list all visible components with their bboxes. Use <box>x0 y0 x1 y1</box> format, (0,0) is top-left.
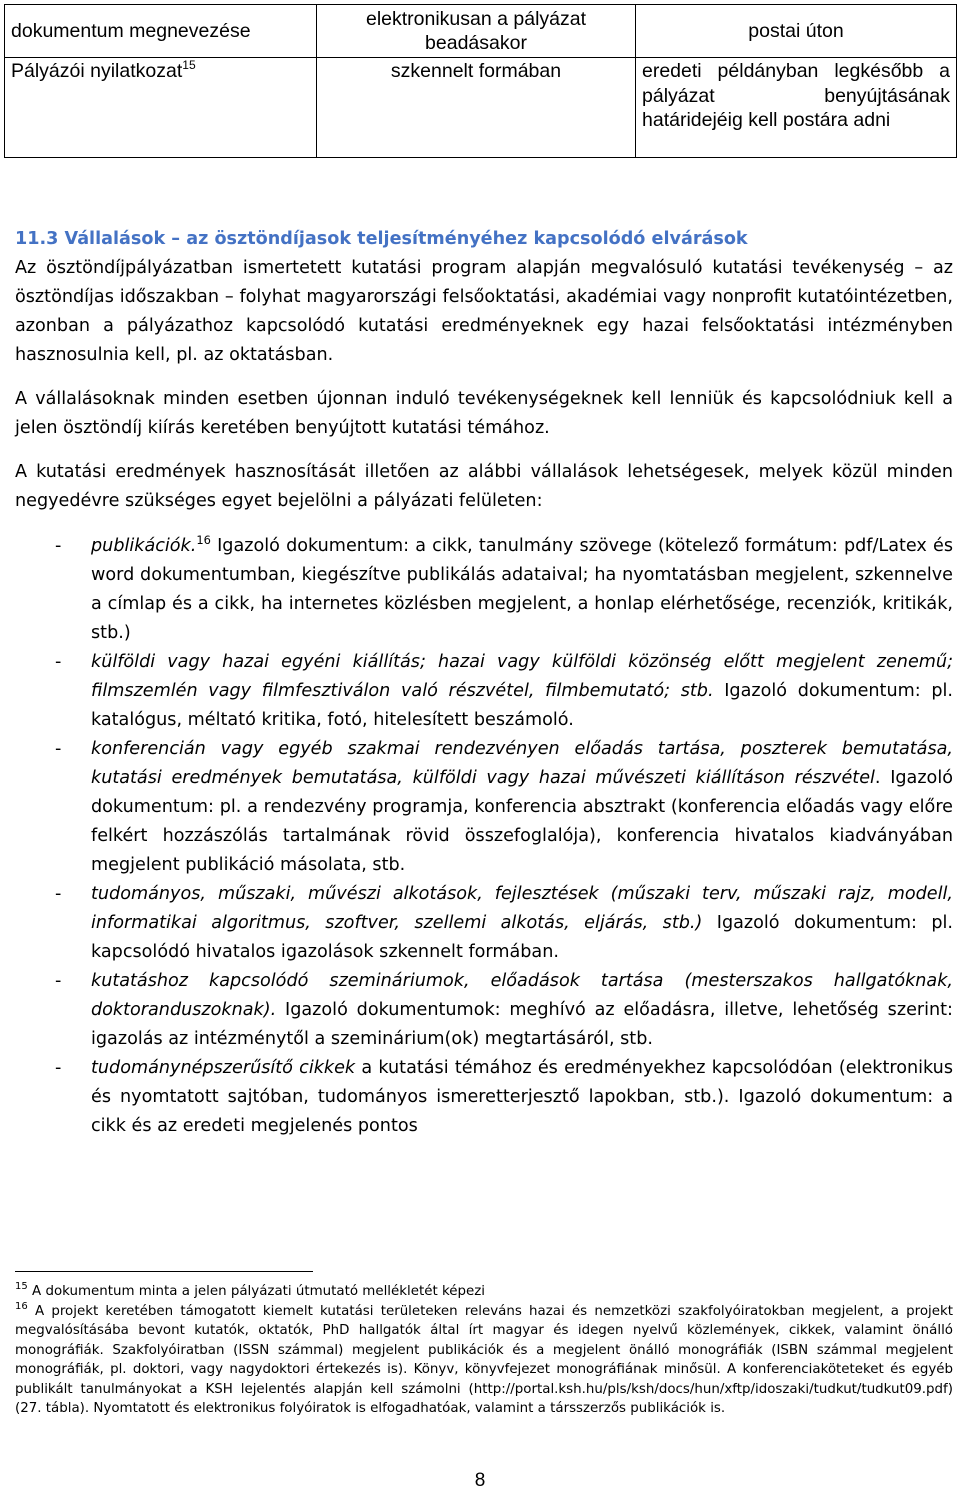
item-lead: tudományos, műszaki, művészi alkotások, fejlesztések (műszaki terv, műszaki rajz, modell, informatikai algoritmus, szoftver, szellemi alkotás, eljárás, stb.) <box>91 884 953 933</box>
cell-postal: eredeti példányban legkésőbb a pályázat benyújtásának határidejéig kell postára adni <box>636 58 957 158</box>
list-item <box>15 880 953 967</box>
footnote-ref: 15 <box>182 57 196 72</box>
footnote-ref: 16 <box>196 532 211 547</box>
item-lead: külföldi vagy hazai egyéni kiállítás; hazai vagy külföldi közönség előtt megjelent zenemű; filmszemlén vagy filmfesztiválon való részvétel, filmbemutató; stb. <box>91 652 953 701</box>
item-rest: Igazoló dokumentum: a cikk, tanulmány szövege (kötelező formátum: pdf/Latex és word dokumentumban, kiegészítve publikálás adataival; ha nyomtatásban megjelent, szkennelve a címlap és a cikk, ha internetes közlésben megjelent, a honlap elérhetősége, recenziók, kritikák, stb.) <box>91 536 953 643</box>
list-dash: - <box>55 971 62 991</box>
footnotes <box>15 1282 953 1419</box>
section-heading: 11.3 Vállalások – az ösztöndíjasok teljesítményéhez kapcsolódó elvárások <box>15 229 748 249</box>
footnote-separator <box>15 1271 313 1272</box>
item-rest: . Igazoló dokumentum: pl. a rendezvény programja, konferencia absztrakt (konferencia előadás vagy előre felkért hozzászólás tartalmának rövid összefoglalója), konferencia hivatalos kiadványában megjelent publikáció másolata, stb. <box>91 768 953 875</box>
item-lead: konferencián vagy egyéb szakmai rendezvényen előadás tartása, poszterek bemutatása, kutatási eredmények bemutatása, külföldi vagy hazai művészeti kiállításon részvétel <box>91 739 953 788</box>
page-number: 8 <box>474 1470 486 1491</box>
table-header-row <box>5 5 957 58</box>
paragraph: A kutatási eredmények hasznosítását illetően az alábbi vállalások lehetségesek, melyek közül minden negyedévre szükséges egyet bejelölni a pályázati felületen: <box>15 462 953 511</box>
list-dash: - <box>55 884 62 904</box>
item-rest: a kutatási témához és eredményekhez kapcsolódóan (elektronikus és nyomtatott sajtóban, tudományos ismeretterjesztő lapokban, stb.). Igazoló dokumentum: a cikk és az eredeti megjelenés pontos <box>91 1058 953 1136</box>
footnote <box>15 1302 953 1419</box>
list-item <box>15 532 953 648</box>
cell-document-name-text: Pályázói nyilatkozat <box>11 60 183 82</box>
item-lead: tudománynépszerűsítő cikkek <box>91 1058 356 1078</box>
list-dash: - <box>55 536 62 556</box>
footnote-text: A projekt keretében támogatott kiemelt kutatási területeken releváns hazai és nemzetközi szakfolyóiratokban megjelent, a projekt megvalósításába bevont kutatók, oktatók, PhD hallgatók által írt magyar és idegen nyelvű közlemények, cikkek, valamint önálló monográfiák. Szakfolyóiratban (ISSN számmal) megjelent publikációk és a megjelent önálló monográfiák (ISBN számmal megjelent monográfiák, pl. doktori, vagy nagydoktori értekezés is). Könyv, könyvfejezet monográfiának minősül. A konferenciaköteteket és egyéb publikált tanulmányokat a KSH lejelentés alapján kell számolni (http://portal.ksh.hu/pls/ksh/docs/hun/xftp/idoszaki/tudkut/tudkut09.pdf) (27. tábla). Nyomtatott és elektronikus folyóiratok is elfogadhatóak, valamint a társszerzős publikációk is. <box>15 1303 953 1416</box>
list-dash: - <box>55 739 62 759</box>
header-cell-postal: postai úton <box>636 5 957 58</box>
footnote <box>15 1282 953 1302</box>
requirements-table <box>4 4 957 158</box>
footnote-number: 15 <box>15 1281 28 1293</box>
footnote-text: A dokumentum minta a jelen pályázati útmutató mellékletét képezi <box>27 1284 485 1299</box>
footnote-number: 16 <box>15 1300 28 1312</box>
paragraph: Az ösztöndíjpályázatban ismertetett kutatási program alapján megvalósuló kutatási tevékenység – az ösztöndíjas időszakban – folyhat magyarországi felsőoktatási, akadémiai vagy nonprofit kutatóintézetben, azonban a pályázathoz kapcsolódó kutatási eredményeknek egy hazai felsőoktatási intézményben hasznosulnia kell, pl. az oktatásban. <box>15 258 953 365</box>
header-cell-electronic: elektronikusan a pályázat beadásakor <box>317 5 636 58</box>
item-rest: Igazoló dokumentum: pl. kapcsolódó hivatalos igazolások szkennelt formában. <box>91 913 953 962</box>
section-body <box>15 225 953 1141</box>
item-lead: publikációk. <box>91 536 197 556</box>
cell-electronic: szkennelt formában <box>317 58 636 158</box>
cell-document-name <box>5 58 317 158</box>
item-rest: Igazoló dokumentumok: meghívó az előadásra, illetve, lehetőség szerint: igazolás az intézménytől a szeminárium(ok) megtartásáról, stb. <box>91 1000 953 1049</box>
commitment-list <box>15 532 953 1141</box>
list-dash: - <box>55 1058 62 1078</box>
item-lead: kutatáshoz kapcsolódó szemináriumok, előadások tartása (mesterszakos hallgatóknak, doktoranduszoknak). <box>91 971 953 1020</box>
item-rest: Igazoló dokumentum: pl. katalógus, méltató kritika, fotó, hitelesített beszámoló. <box>91 681 953 730</box>
list-item <box>15 735 953 880</box>
list-item <box>15 1054 953 1141</box>
list-dash: - <box>55 652 62 672</box>
table-row <box>5 58 957 158</box>
header-cell-document-name: dokumentum megnevezése <box>5 5 317 58</box>
paragraph: A vállalásoknak minden esetben újonnan induló tevékenységeknek kell lenniük és kapcsolódniuk kell a jelen ösztöndíj kiírás keretében benyújtott kutatási témához. <box>15 389 953 438</box>
list-item <box>15 648 953 735</box>
list-item <box>15 967 953 1054</box>
